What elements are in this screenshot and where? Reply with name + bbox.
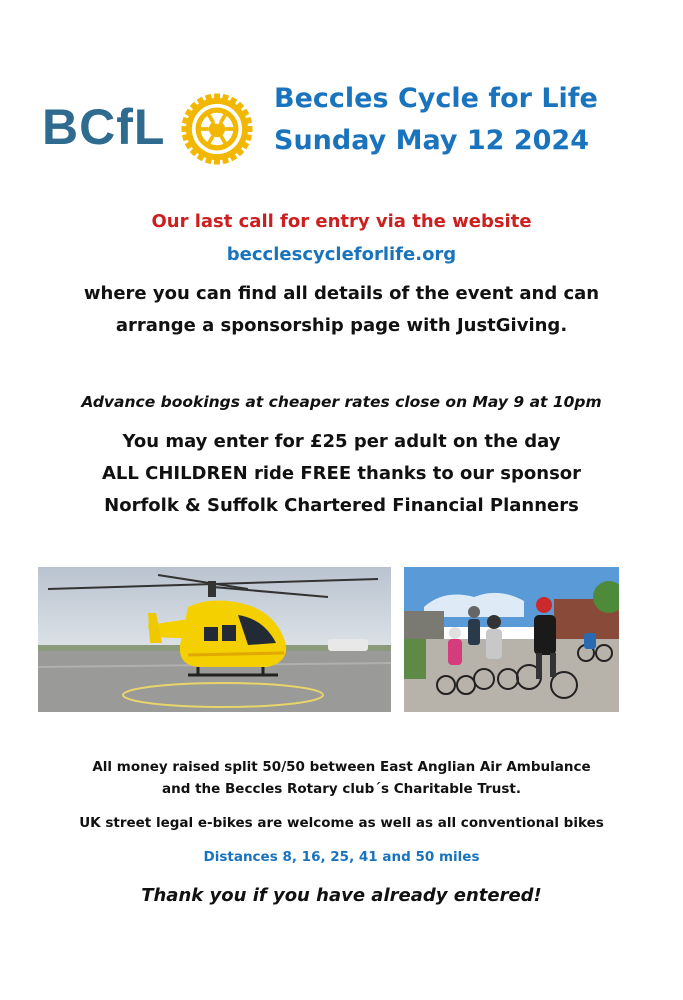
event-date: Sunday May 12 2024 xyxy=(274,125,589,156)
rotary-wheel-icon xyxy=(180,92,254,166)
event-header xyxy=(40,78,640,168)
helicopter-photo xyxy=(38,567,391,712)
adult-price-line: You may enter for £25 per adult on the day xyxy=(122,431,561,452)
bcfl-logo: BCfL xyxy=(42,99,166,155)
details-line-1: where you can find all details of the event and can xyxy=(83,283,600,304)
cyclists-photo xyxy=(404,567,619,712)
last-call-notice: Our last call for entry via the website xyxy=(151,211,532,232)
sponsor-line: Norfolk & Suffolk Chartered Financial Planners xyxy=(104,495,579,516)
funds-statement xyxy=(0,756,683,800)
event-title: Beccles Cycle for Life xyxy=(274,83,598,114)
funds-line-1: All money raised split 50/50 between East Anglian Air Ambulance xyxy=(92,759,591,775)
details-text xyxy=(0,278,683,342)
distances-note: Distances 8, 16, 25, 41 and 50 miles xyxy=(203,849,480,865)
advance-booking-note: Advance bookings at cheaper rates close on May 9 at 10pm xyxy=(81,393,602,411)
pricing-text xyxy=(0,426,683,522)
title-block xyxy=(274,78,598,162)
website-link[interactable]: becclescycleforlife.org xyxy=(226,244,457,265)
thank-you-message: Thank you if you have already entered! xyxy=(141,885,542,906)
details-line-2: arrange a sponsorship page with JustGiving. xyxy=(115,315,568,336)
ebikes-note: UK street legal e-bikes are welcome as well as all conventional bikes xyxy=(79,815,604,831)
funds-line-2: and the Beccles Rotary club´s Charitable Trust. xyxy=(162,781,521,797)
children-free-line: ALL CHILDREN ride FREE thanks to our sponsor xyxy=(101,463,582,484)
